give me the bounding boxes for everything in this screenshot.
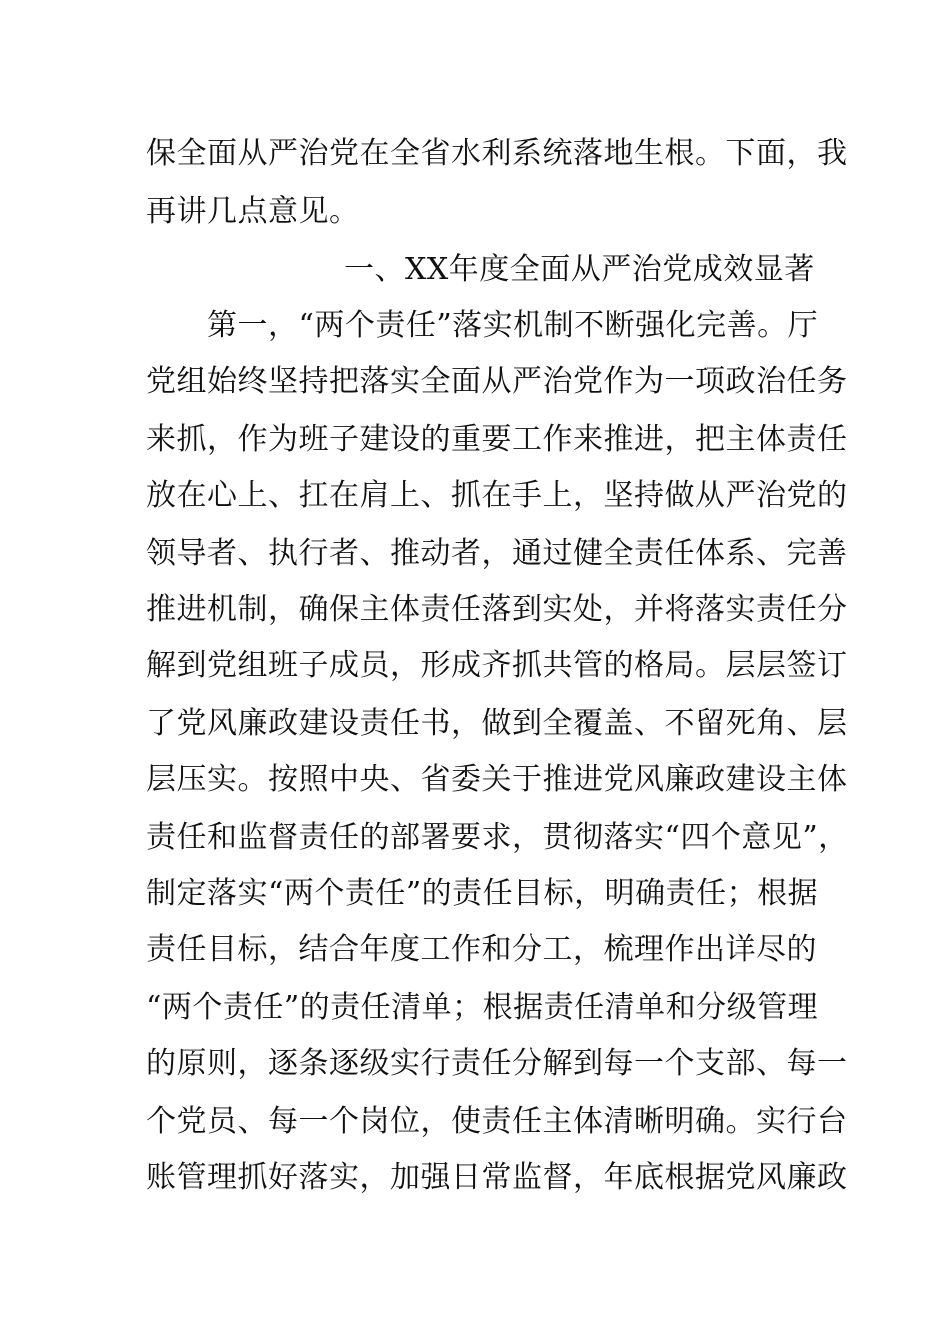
section-heading: 一、XX年度全面从严治党成效显著	[344, 252, 815, 287]
text-line: 领导者、执行者、推动者，通过健全责任体系、完善	[146, 536, 848, 571]
text-line: 制定落实“两个责任”的责任目标，明确责任；根据	[146, 876, 819, 911]
text-line: 账管理抓好落实，加强日常监督，年底根据党风廉政	[146, 1160, 848, 1195]
text-line: 责任和监督责任的部署要求，贯彻落实“四个意见”，	[146, 820, 849, 855]
text-line: 再讲几点意见。	[146, 194, 360, 229]
text-line: 放在心上、扛在肩上、抓在手上，坚持做从严治党的	[146, 478, 848, 513]
text-line: 责任目标，结合年度工作和分工，梳理作出详尽的	[146, 932, 817, 967]
text-line: 解到党组班子成员，形成齐抓共管的格局。层层签订	[146, 648, 848, 683]
text-line: “两个责任”的责任清单；根据责任清单和分级管理	[146, 990, 819, 1025]
text-line: 来抓，作为班子建设的重要工作来推进，把主体责任	[146, 422, 848, 457]
text-line: 层压实。按照中央、省委关于推进党风廉政建设主体	[146, 762, 848, 797]
text-line: 党组始终坚持把落实全面从严治党作为一项政治任务	[146, 364, 848, 399]
text-line: 第一，“两个责任”落实机制不断强化完善。厅	[146, 308, 819, 343]
text-line: 个党员、每一个岗位，使责任主体清晰明确。实行台	[146, 1104, 848, 1139]
text-line: 的原则，逐条逐级实行责任分解到每一个支部、每一	[146, 1046, 848, 1081]
text-line: 推进机制，确保主体责任落到实处，并将落实责任分	[146, 592, 848, 627]
text-line: 保全面从严治党在全省水利系统落地生根。下面，我	[146, 136, 848, 171]
text-line: 了党风廉政建设责任书，做到全覆盖、不留死角、层	[146, 706, 848, 741]
